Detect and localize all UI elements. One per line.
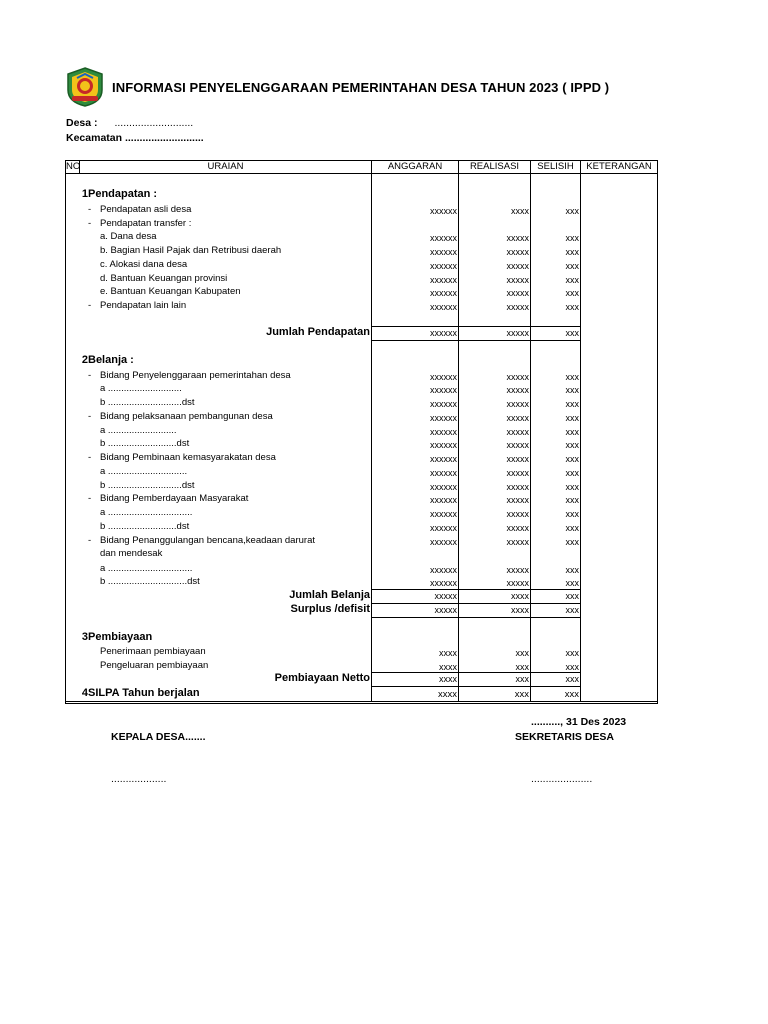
cell-anggaran: xxxxxx: [430, 509, 457, 519]
cell-anggaran: xxxxxx: [430, 413, 457, 423]
kecamatan-field: [66, 132, 204, 144]
row-label: b ..........................dst: [100, 438, 190, 449]
row-label: d. Bantuan Keuangan provinsi: [100, 273, 228, 284]
cell-realisasi: xxxxx: [506, 495, 529, 505]
cell-anggaran: xxxx: [438, 689, 457, 700]
row-bullet: -: [88, 411, 92, 422]
cell-selisih: xxx: [565, 440, 579, 450]
cell-realisasi: xxxxx: [506, 427, 529, 437]
cell-realisasi: xxxxx: [506, 233, 529, 243]
cell-anggaran: xxxxxx: [430, 372, 457, 382]
cell-realisasi: xxxxx: [506, 565, 529, 575]
cell-anggaran: xxxxx: [434, 591, 457, 601]
cell-realisasi: xxxxx: [506, 482, 529, 492]
row-label: Pendapatan asli desa: [100, 204, 192, 215]
section-no: 3: [81, 631, 88, 643]
cell-selisih: xxx: [565, 523, 579, 533]
cell-selisih: xxx: [565, 674, 579, 684]
cell-realisasi: xxx: [515, 648, 529, 658]
cell-selisih: xxx: [565, 509, 579, 519]
row-bullet: -: [88, 300, 92, 311]
cell-realisasi: xxxxx: [506, 247, 529, 257]
cell-realisasi: xxxxx: [506, 440, 529, 450]
cell-realisasi: xxxxx: [506, 328, 529, 338]
cell-anggaran: xxxxxx: [430, 537, 457, 547]
cell-anggaran: xxxxxx: [430, 288, 457, 298]
row-label: a ................................: [100, 507, 193, 518]
row-label: a. Dana desa: [100, 231, 157, 242]
row-label: b ..............................dst: [100, 576, 200, 587]
cell-realisasi: xxxx: [511, 605, 529, 615]
row-label: b ..........................dst: [100, 521, 190, 532]
cell-anggaran: xxxx: [439, 674, 457, 684]
row-label: dan mendesak: [100, 548, 163, 559]
kepala-desa-title: KEPALA DESA.......: [111, 731, 206, 743]
header-no: NO: [66, 161, 81, 172]
cell-realisasi: xxxxx: [506, 537, 529, 547]
cell-realisasi: xxxxx: [506, 399, 529, 409]
row-label: a ................................: [100, 563, 193, 574]
desa-label: Desa :: [66, 117, 98, 129]
cell-anggaran: xxxxxx: [430, 247, 457, 257]
cell-selisih: xxx: [565, 427, 579, 437]
cell-realisasi: xxxxx: [506, 509, 529, 519]
cell-selisih: xxx: [564, 689, 579, 700]
cell-selisih: xxx: [565, 302, 579, 312]
cell-selisih: xxx: [565, 648, 579, 658]
header-selisih: SELISIH: [537, 161, 574, 172]
cell-selisih: xxx: [565, 591, 579, 601]
cell-anggaran: xxxxxx: [430, 440, 457, 450]
header-keterangan: KETERANGAN: [586, 161, 652, 172]
row-bullet: -: [88, 452, 92, 463]
cell-realisasi: xxxxx: [506, 261, 529, 271]
row-label: Bidang pelaksanaan pembangunan desa: [100, 411, 273, 422]
row-label: a ............................: [100, 383, 182, 394]
section-no: 2: [81, 354, 88, 366]
row-label: a ..............................: [100, 466, 188, 477]
cell-realisasi: xxxxx: [506, 302, 529, 312]
cell-realisasi: xxxxx: [506, 275, 529, 285]
cell-selisih: xxx: [565, 275, 579, 285]
header-uraian: URAIAN: [207, 161, 244, 172]
row-bullet: -: [88, 204, 92, 215]
cell-anggaran: xxxxxx: [430, 523, 457, 533]
row-label: Bidang Penanggulangan bencana,keadaan darurat: [100, 535, 315, 546]
desa-value: ...........................: [114, 117, 194, 129]
cell-selisih: xxx: [565, 247, 579, 257]
row-label: Pendapatan transfer :: [100, 218, 192, 229]
cell-selisih: xxx: [565, 605, 579, 615]
total-label: Pembiayaan Netto: [274, 672, 370, 684]
row-bullet: -: [88, 493, 92, 504]
total-label: Surplus /defisit: [290, 603, 370, 615]
row-label: c. Alokasi dana desa: [100, 259, 188, 270]
cell-realisasi: xxxxx: [506, 578, 529, 588]
cell-anggaran: xxxxxx: [430, 385, 457, 395]
total-label: Jumlah Pendapatan: [266, 326, 370, 338]
cell-anggaran: xxxxxx: [430, 495, 457, 505]
cell-realisasi: xxxx: [511, 206, 529, 216]
cell-realisasi: xxxxx: [506, 372, 529, 382]
section-title: Belanja :: [88, 354, 134, 366]
row-label: b. Bagian Hasil Pajak dan Retribusi daerah: [100, 245, 282, 256]
cell-realisasi: xxxxx: [506, 468, 529, 478]
desa-field: [66, 117, 193, 129]
cell-anggaran: xxxxxx: [430, 468, 457, 478]
row-label: Pendapatan lain lain: [100, 300, 187, 311]
row-bullet: -: [88, 370, 92, 381]
cell-anggaran: xxxx: [439, 648, 457, 658]
row-label: a ..........................: [100, 425, 177, 436]
row-label: Bidang Pemberdayaan Masyarakat: [100, 493, 249, 504]
row-bullet: -: [88, 218, 92, 229]
cell-anggaran: xxxxx: [434, 605, 457, 615]
kepala-desa-name: ...................: [111, 773, 167, 785]
header-realisasi: REALISASI: [469, 161, 520, 172]
cell-anggaran: xxxxxx: [430, 578, 457, 588]
cell-selisih: xxx: [565, 578, 579, 588]
row-label: Bidang Pembinaan kemasyarakatan desa: [100, 452, 276, 463]
section-no: 1: [81, 188, 88, 200]
cell-anggaran: xxxxxx: [430, 261, 457, 271]
cell-realisasi: xxx: [514, 689, 529, 700]
cell-selisih: xxx: [565, 662, 579, 672]
cell-anggaran: xxxxxx: [430, 565, 457, 575]
cell-realisasi: xxxxx: [506, 523, 529, 533]
cell-selisih: xxx: [565, 454, 579, 464]
cell-selisih: xxx: [565, 206, 579, 216]
cell-selisih: xxx: [565, 468, 579, 478]
sekretaris-desa-name: .....................: [531, 773, 593, 785]
cell-realisasi: xxxx: [511, 591, 529, 601]
cell-selisih: xxx: [565, 385, 579, 395]
cell-anggaran: xxxxxx: [430, 302, 457, 312]
sekretaris-desa-title: SEKRETARIS DESA: [515, 731, 614, 743]
cell-realisasi: xxx: [515, 674, 529, 684]
cell-selisih: xxx: [565, 399, 579, 409]
cell-realisasi: xxx: [515, 662, 529, 672]
cell-realisasi: xxxxx: [506, 288, 529, 298]
cell-selisih: xxx: [565, 495, 579, 505]
row-label: Pengeluaran pembiayaan: [100, 660, 209, 671]
cell-realisasi: xxxxx: [506, 385, 529, 395]
regency-logo: [64, 66, 106, 108]
row-label: Bidang Penyelenggaraan pemerintahan desa: [100, 370, 291, 381]
cell-anggaran: xxxxxx: [430, 482, 457, 492]
section-no: 4: [81, 687, 88, 699]
row-label: Penerimaan pembiayaan: [100, 646, 206, 657]
cell-anggaran: xxxxxx: [430, 275, 457, 285]
cell-anggaran: xxxxxx: [430, 427, 457, 437]
cell-realisasi: xxxxx: [506, 454, 529, 464]
row-bullet: -: [88, 535, 92, 546]
cell-selisih: xxx: [565, 288, 579, 298]
section-title: Pendapatan :: [88, 188, 158, 200]
cell-anggaran: xxxxxx: [430, 454, 457, 464]
cell-selisih: xxx: [565, 328, 579, 338]
section-title: Pembiayaan: [88, 631, 153, 643]
total-label: Jumlah Belanja: [289, 589, 370, 601]
row-label: b ............................dst: [100, 480, 195, 491]
cell-anggaran: xxxxxx: [430, 328, 457, 338]
kecamatan-value: ...........................: [124, 132, 204, 144]
cell-selisih: xxx: [565, 565, 579, 575]
document-title: INFORMASI PENYELENGGARAAN PEMERINTAHAN DESA TAHUN 2023 ( IPPD ): [112, 80, 610, 95]
row-label: e. Bantuan Keuangan Kabupaten: [100, 286, 241, 297]
cell-anggaran: xxxxxx: [430, 233, 457, 243]
kecamatan-label: Kecamatan: [66, 132, 123, 144]
cell-selisih: xxx: [565, 413, 579, 423]
header-anggaran: ANGGARAN: [387, 161, 443, 172]
section-title: SILPA Tahun berjalan: [88, 687, 200, 699]
signature-date: .........., 31 Des 2023: [531, 716, 627, 728]
cell-anggaran: xxxxxx: [430, 399, 457, 409]
cell-selisih: xxx: [565, 482, 579, 492]
cell-selisih: xxx: [565, 372, 579, 382]
cell-anggaran: xxxx: [439, 662, 457, 672]
row-label: b ............................dst: [100, 397, 195, 408]
cell-selisih: xxx: [565, 261, 579, 271]
cell-selisih: xxx: [565, 537, 579, 547]
cell-realisasi: xxxxx: [506, 413, 529, 423]
cell-selisih: xxx: [565, 233, 579, 243]
cell-anggaran: xxxxxx: [430, 206, 457, 216]
